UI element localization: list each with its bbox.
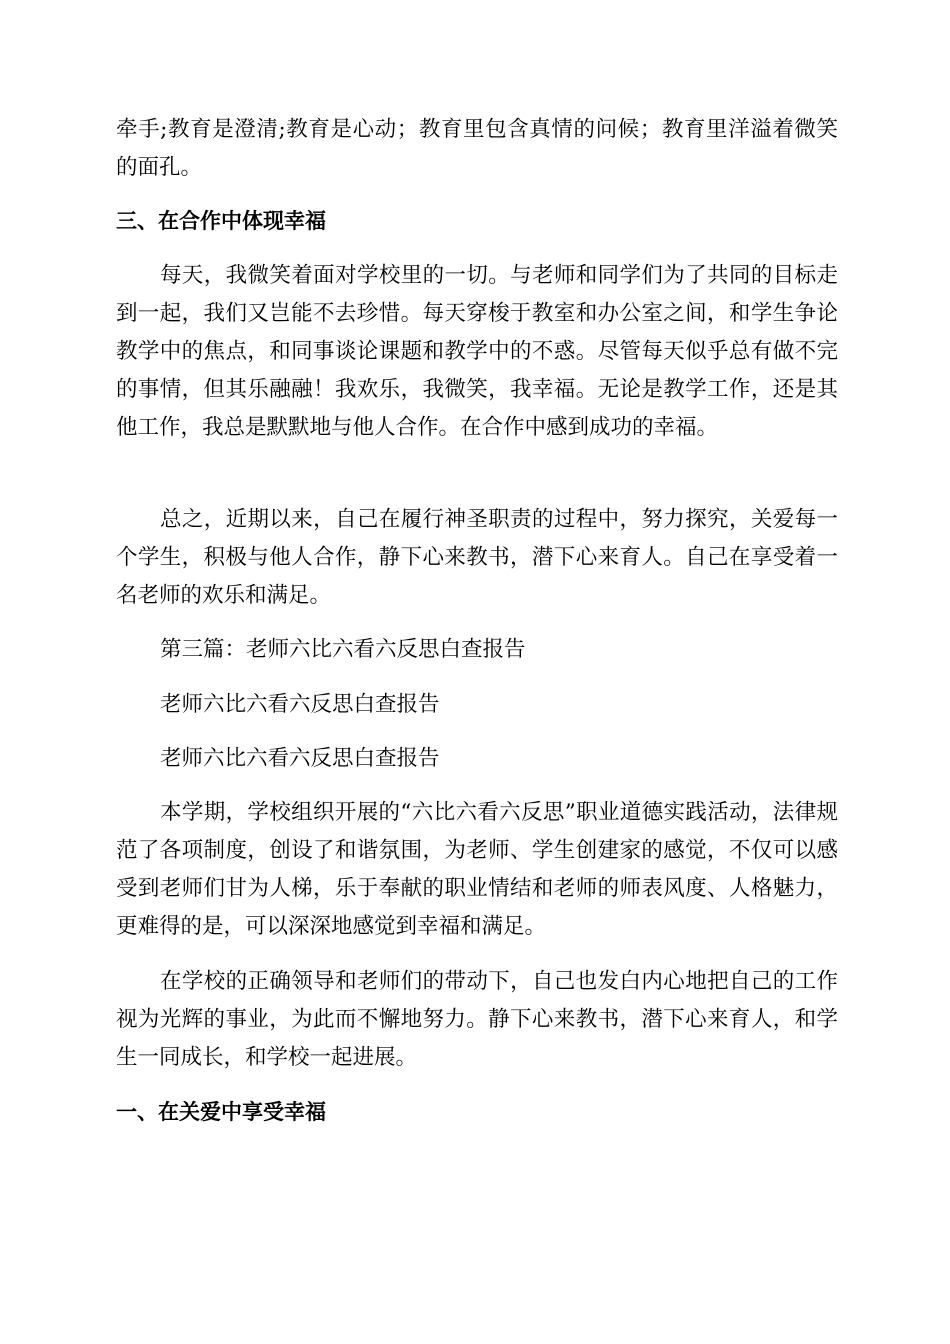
- section-heading-care: 一、在关爱中享受幸福: [116, 1100, 326, 1124]
- report-title-repeat: 老师六比六看六反思白查报告: [160, 746, 440, 771]
- paragraph-continued: 牵手;教育是澄清;教育是心动；教育里包含真情的问候；教育里洋溢着微笑的面孔。: [116, 117, 838, 180]
- paragraph-leadership: 在学校的正确领导和老师们的带动下，自己也发白内心地把自己的工作视为光辉的事业，为此而不懈地努力。静下心来教书，潜下心来育人，和学生一同成长，和学校一起进展。: [116, 969, 838, 1070]
- paragraph-activity: 本学期，学校组织开展的“六比六看六反思”职业道德实践活动，法律规范了各项制度，创设了和谐氛围，为老师、学生创建家的感觉，不仅可以感受到老师们甘为人梯，乐于奉献的职业情结和老师的师表风度、人格魅力，更难得的是，可以深深地感觉到幸福和满足。: [116, 800, 838, 939]
- paragraph-summary: 总之，近期以来，自己在履行神圣职责的过程中，努力探究，关爱每一个学生，积极与他人合作，静下心来教书，潜下心来育人。自己在享受着一名老师的欢乐和满足。: [116, 507, 838, 608]
- report-title: 老师六比六看六反思白查报告: [160, 692, 440, 717]
- section-heading-cooperation: 三、在合作中体现幸福: [116, 209, 326, 233]
- paragraph-cooperation: 每天，我微笑着面对学校里的一切。与老师和同学们为了共同的目标走到一起，我们又岂能不去珍惜。每天穿梭于教室和办公室之间，和学生争论教学中的焦点，和同事谈论课题和教学中的不惑。尽管每天似乎总有做不完的事情，但其乐融融！我欢乐，我微笑，我幸福。无论是教学工作，还是其他工作，我总是默默地与他人合作。在合作中感到成功的幸福。: [116, 263, 838, 440]
- article-title-third: 第三篇：老师六比六看六反思白查报告: [160, 637, 526, 662]
